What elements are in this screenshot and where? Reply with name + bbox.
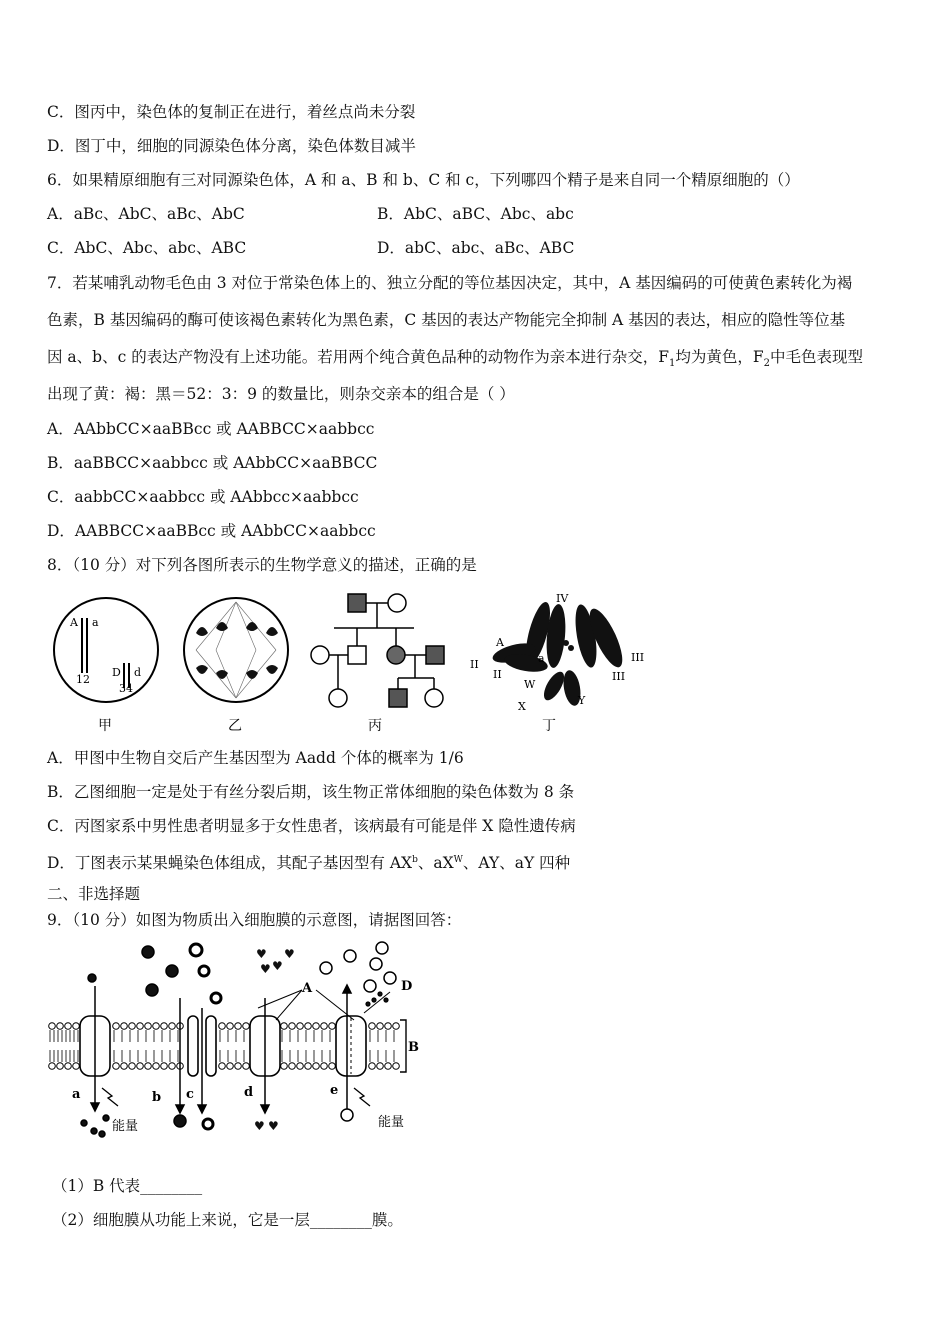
q8-option-c: C．丙图家系中男性患者明显多于女性患者，该病最有可能是伴 X 隐性遗传病 [47, 817, 576, 835]
label-a: a [92, 616, 99, 629]
cell-yi [184, 598, 288, 734]
label-a-ding: a [538, 652, 545, 665]
label-c-path: c [186, 1087, 194, 1102]
label-III-inner: III [612, 670, 626, 683]
q6-option-d: D．abC、abc、aBc、ABC [377, 239, 575, 257]
svg-text:♥: ♥ [260, 962, 271, 976]
q7-option-d: D．AABBCC×aaBBcc 或 AAbbCC×aabbcc [47, 522, 376, 540]
svg-text:♥: ♥ [256, 947, 267, 961]
section-heading: 二、非选择题 [47, 885, 141, 903]
svg-text:♥: ♥ [254, 1119, 265, 1133]
q6-option-b: B．AbC、aBC、Abc、abc [377, 205, 574, 223]
label-X: X [518, 700, 526, 713]
q7-stem-line2: 色素，B 基因编码的酶可使该褐色素转化为黑色素，C 基因的表达产物能完全抑制 A 基因的表达，相应的隐性等位基 [47, 311, 846, 329]
q8-figure [46, 588, 656, 738]
label-II-left: II [470, 658, 479, 671]
q7-stem-line4: 出现了黄：褐：黑＝52：3：9 的数量比，则杂交亲本的组合是（ ） [47, 385, 515, 403]
karyotype-ding [491, 600, 629, 707]
label-energy-e: 能量 [378, 1115, 405, 1130]
q6-option-a: A．aBc、AbC、aBc、AbC [47, 205, 245, 223]
q8-option-b: B．乙图细胞一定是处于有丝分裂后期，该生物正常体细胞的染色体数为 8 条 [47, 783, 575, 801]
svg-text:♥: ♥ [272, 959, 283, 973]
caption-jia: 甲 [98, 718, 112, 734]
q5-option-d: D．图丁中，细胞的同源染色体分离，染色体数目减半 [47, 137, 416, 155]
label-Y: Y [578, 694, 586, 707]
label-a-path: a [72, 1087, 81, 1102]
label-D-glycoprotein: D [401, 979, 413, 994]
label-II-inner: II [493, 668, 502, 681]
molecules-outside [88, 942, 396, 1003]
q8-option-a: A．甲图中生物自交后产生基因型为 Aadd 个体的概率为 1/6 [47, 749, 464, 767]
label-W: W [524, 678, 536, 691]
q9-sub1: （1）B 代表________ [52, 1177, 203, 1195]
q9-sub2: （2）细胞膜从功能上来说，它是一层________膜。 [52, 1211, 403, 1229]
q5-option-c: C．图丙中，染色体的复制正在进行，着丝点尚未分裂 [47, 103, 416, 121]
q7-stem-line3: 因 a、b、c 的表达产物没有上述功能。若用两个纯合黄色品种的动物作为亲本进行杂交，$F_1$均为黄色，$F_2$中毛色表现型 [47, 348, 863, 370]
caption-bing: 丙 [368, 718, 382, 734]
q7-option-b: B．aaBBCC×aabbcc 或 AAbbCC×aaBBCC [47, 454, 378, 472]
pedigree-bing [311, 594, 444, 707]
label-A: A [70, 616, 78, 629]
label-D: D [112, 666, 121, 679]
label-A-ding: A [496, 636, 504, 649]
q8-stem: 8．（10 分）对下列各图所表示的生物学意义的描述，正确的是 [47, 556, 477, 574]
label-A-protein: A [302, 981, 313, 996]
label-34: 34 [119, 682, 133, 695]
q7-option-c: C．aabbCC×aabbcc 或 AAbbcc×aabbcc [47, 488, 359, 506]
label-d-path: d [244, 1085, 254, 1100]
svg-text:♥: ♥ [284, 947, 295, 961]
label-IV: IV [556, 592, 569, 605]
label-B: B [408, 1040, 419, 1055]
label-d: d [134, 666, 142, 679]
q8-option-d: D．丁图表示某果蝇染色体组成，其配子基因型有 $AX^b$、$aX^W$、AY、aY 四种 [47, 854, 571, 873]
cell-jia [54, 598, 158, 734]
label-b-path: b [152, 1090, 162, 1105]
svg-text:♥: ♥ [268, 1119, 279, 1133]
label-energy-a: 能量 [112, 1119, 139, 1134]
label-12: 12 [76, 673, 90, 686]
q7-stem-line1: 7．若某哺乳动物毛色由 3 对位于常染色体上的、独立分配的等位基因决定，其中，A 基因编码的可使黄色素转化为褐 [47, 274, 853, 292]
q6-stem: 6．如果精原细胞有三对同源染色体，A 和 a、B 和 b、C 和 c，下列哪四个精子是来自同一个精原细胞的（） [47, 171, 800, 189]
label-III-right: III [631, 651, 645, 664]
caption-ding: 丁 [542, 718, 556, 734]
q9-membrane-figure [44, 938, 434, 1143]
q6-option-c: C．AbC、Abc、abc、ABC [47, 239, 247, 257]
caption-yi: 乙 [228, 718, 242, 734]
label-e-path: e [330, 1083, 339, 1098]
q9-stem: 9．（10 分）如图为物质出入细胞膜的示意图，请据图回答： [47, 911, 462, 929]
q7-option-a: A．AAbbCC×aaBBcc 或 AABBCC×aabbcc [47, 420, 375, 438]
